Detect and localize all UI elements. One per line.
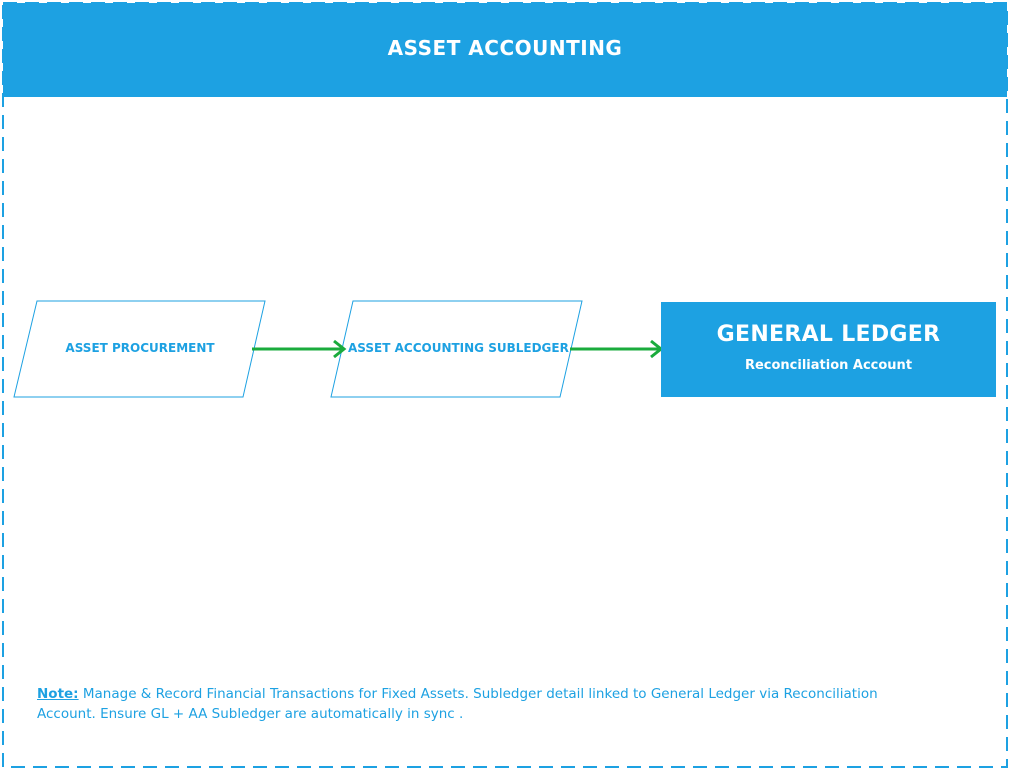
asset-subledger-label: ASSET ACCOUNTING SUBLEDGER	[348, 341, 569, 355]
note-text	[37, 684, 937, 724]
general-ledger-box	[661, 302, 996, 397]
page-title: ASSET ACCOUNTING	[387, 36, 623, 60]
arrow-procurement-to-subledger	[252, 341, 344, 357]
arrow-subledger-to-general-ledger	[570, 341, 661, 357]
general-ledger-subtitle: Reconciliation Account	[744, 358, 913, 373]
asset-procurement-label: ASSET PROCUREMENT	[65, 341, 215, 355]
note-label: Note:	[37, 686, 79, 702]
note-body: Manage & Record Financial Transactions for Fixed Assets. Subledger detail linked to General Ledger via Reconciliation Account. Ensure GL + AA Subledger are automatically in sync .	[37, 686, 878, 722]
general-ledger-title: GENERAL LEDGER	[716, 322, 941, 347]
